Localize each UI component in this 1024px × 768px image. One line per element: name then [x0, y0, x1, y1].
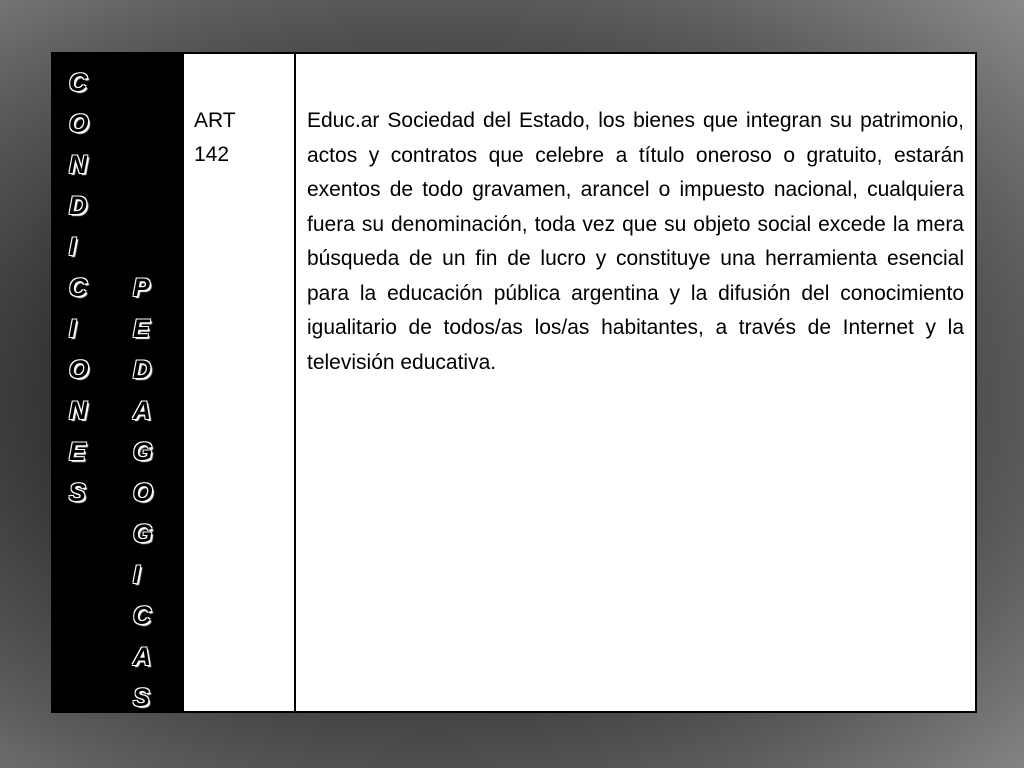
vertical-letter: O	[69, 356, 89, 384]
vertical-letter: A	[133, 397, 152, 425]
article-number: 142	[194, 143, 230, 166]
vertical-title-column	[53, 54, 184, 711]
vertical-letter: P	[133, 274, 150, 302]
article-label: ART	[194, 109, 236, 132]
vertical-letter: C	[133, 602, 152, 630]
vertical-letter: N	[69, 151, 88, 179]
vertical-letter: D	[69, 192, 88, 220]
vertical-word-pedagogicas	[133, 268, 152, 719]
vertical-letter: N	[69, 397, 88, 425]
vertical-letter: I	[69, 315, 76, 343]
vertical-letter: I	[133, 561, 140, 589]
vertical-letter: G	[133, 520, 153, 548]
vertical-word-condiciones	[69, 63, 88, 514]
article-column	[184, 54, 296, 711]
vertical-letter: S	[69, 479, 86, 507]
vertical-letter: E	[69, 438, 86, 466]
article-text-column	[296, 54, 975, 711]
vertical-letter: O	[69, 110, 89, 138]
vertical-letter: G	[133, 438, 153, 466]
vertical-letter: C	[69, 69, 88, 97]
vertical-letter: I	[69, 233, 76, 261]
content-table	[51, 52, 977, 713]
vertical-letter: D	[133, 356, 152, 384]
article-body-text: Educ.ar Sociedad del Estado, los bienes que integran su patrimonio, actos y contratos que celebre a título oneroso o gratuito, estarán exentos de todo gravamen, arancel o impuesto nacional, cualquiera fuera su denominación, toda vez que su objeto social excede la mera búsqueda de un fin de lucro y constituye una herramienta esencial para la educación pública argentina y la difusión del conocimiento igualitario de todos/as los/as habitantes, a través de Internet y la televisión educativa.	[307, 109, 964, 374]
vertical-letter: E	[133, 315, 150, 343]
vertical-letter: S	[133, 684, 150, 712]
vertical-letter: A	[133, 643, 152, 671]
vertical-letter: C	[69, 274, 88, 302]
vertical-letter: O	[133, 479, 153, 507]
